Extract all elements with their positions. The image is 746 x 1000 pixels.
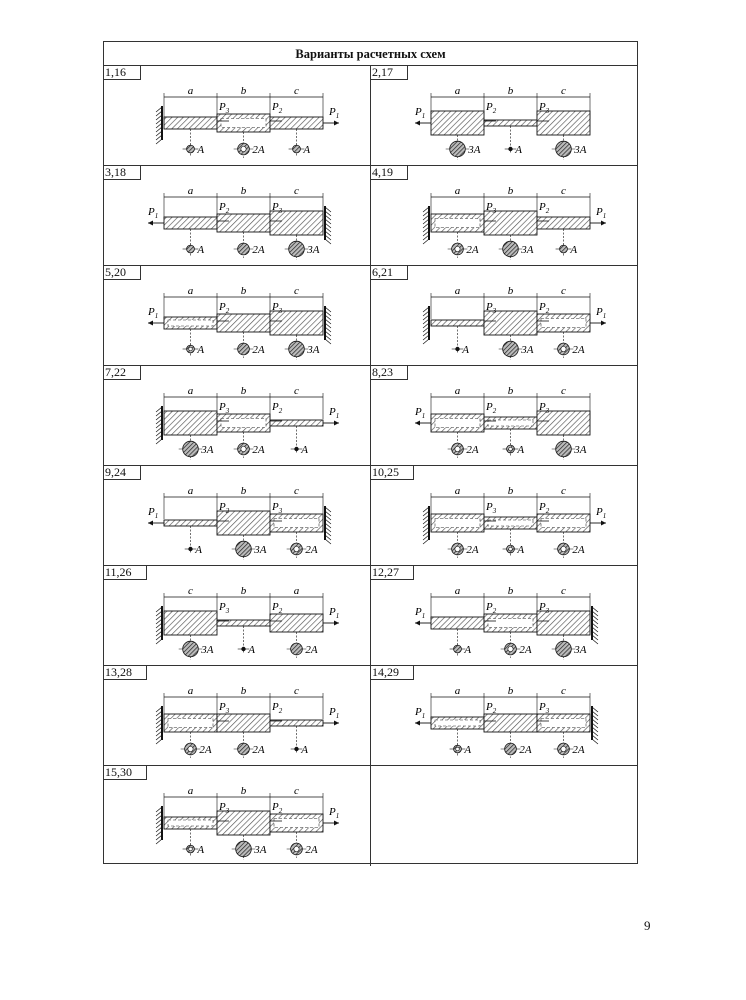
dimension-label-a: a bbox=[454, 185, 461, 197]
variant-cell-7 bbox=[104, 366, 371, 466]
variant-cell-9 bbox=[104, 466, 371, 566]
cross-section-icon bbox=[187, 245, 195, 253]
cross-section-hole bbox=[561, 346, 566, 351]
beam-scheme bbox=[104, 166, 371, 266]
beam-segment bbox=[164, 611, 217, 635]
arrow-head-icon bbox=[415, 621, 420, 626]
beam-scheme bbox=[104, 666, 371, 766]
dimension-label-a: a bbox=[187, 485, 194, 497]
cross-section-hole bbox=[561, 546, 566, 551]
dimension-label-c: c bbox=[294, 385, 299, 397]
wall-hatch bbox=[592, 639, 598, 644]
beam-scheme bbox=[104, 266, 371, 366]
section-area-label: 2A bbox=[466, 444, 479, 456]
dimension-label-c: c bbox=[561, 85, 566, 97]
section-area-label: 2A bbox=[519, 644, 532, 656]
variant-cell-2 bbox=[371, 66, 638, 166]
cross-section-hole bbox=[294, 846, 299, 851]
load-label-P3: $P_3$ bbox=[219, 801, 230, 815]
dimension-label-b: b bbox=[240, 85, 247, 97]
variant-cell-14 bbox=[371, 666, 638, 766]
dimension-label-a: a bbox=[187, 785, 194, 797]
variant-label: 1,16 bbox=[104, 66, 141, 80]
dimension-label-c: c bbox=[294, 485, 299, 497]
beam-scheme bbox=[371, 166, 638, 266]
load-label-P1: $P_1$ bbox=[329, 406, 340, 420]
load-label-P3: $P_3$ bbox=[486, 201, 497, 215]
cross-section-hole bbox=[456, 747, 460, 751]
load-label-P3: $P_3$ bbox=[486, 501, 497, 515]
cross-section-hole bbox=[509, 447, 513, 451]
cross-section-icon bbox=[295, 747, 299, 751]
hollow-core bbox=[435, 720, 480, 726]
beam-segment bbox=[484, 714, 537, 732]
section-area-label: 3A bbox=[574, 144, 587, 156]
wall-hatch bbox=[325, 339, 331, 344]
section-area-label: 3A bbox=[254, 844, 267, 856]
load-label-P1: $P_1$ bbox=[415, 106, 426, 120]
section-area-label: 2A bbox=[519, 744, 532, 756]
section-area-label: 2A bbox=[305, 644, 318, 656]
beam-segment bbox=[164, 411, 217, 435]
variant-label: 6,21 bbox=[371, 266, 408, 280]
section-area-label: 2A bbox=[305, 544, 318, 556]
load-label-P3: $P_3$ bbox=[219, 601, 230, 615]
load-label-P2: $P_2$ bbox=[486, 701, 497, 715]
hollow-core bbox=[541, 719, 586, 728]
arrow-head-icon bbox=[415, 121, 420, 126]
cross-section-hole bbox=[509, 547, 513, 551]
hollow-core bbox=[435, 219, 480, 228]
arrow-head-icon bbox=[601, 321, 606, 326]
dimension-label-b: b bbox=[240, 685, 247, 697]
hollow-core bbox=[168, 820, 213, 826]
section-area-label: A bbox=[570, 244, 578, 256]
variant-label: 8,23 bbox=[371, 366, 408, 380]
cross-section-icon bbox=[295, 447, 299, 451]
section-area-label: 2A bbox=[252, 744, 265, 756]
hollow-core bbox=[168, 320, 213, 326]
beam-segment bbox=[164, 217, 217, 229]
load-label-P2: $P_2$ bbox=[219, 501, 230, 515]
cross-section-hole bbox=[455, 446, 460, 451]
arrow-head-icon bbox=[415, 421, 420, 426]
load-label-P1: $P_1$ bbox=[596, 206, 607, 220]
beam-scheme bbox=[104, 366, 371, 466]
variant-label: 12,27 bbox=[371, 566, 414, 580]
load-label-P3: $P_3$ bbox=[486, 301, 497, 315]
wall-hatch bbox=[156, 439, 162, 444]
load-label-P2: $P_2$ bbox=[272, 701, 283, 715]
dimension-label-c: c bbox=[561, 185, 566, 197]
section-area-label: 2A bbox=[466, 544, 479, 556]
hollow-core bbox=[435, 519, 480, 528]
hollow-core bbox=[541, 319, 586, 328]
load-label-P2: $P_2$ bbox=[539, 501, 550, 515]
dimension-label-b: b bbox=[240, 385, 247, 397]
variant-label: 9,24 bbox=[104, 466, 141, 480]
variant-cell-15 bbox=[104, 766, 371, 866]
cross-section-icon bbox=[289, 341, 305, 357]
dimension-label-a: a bbox=[454, 85, 461, 97]
beam-segment bbox=[217, 214, 270, 232]
load-label-P2: $P_2$ bbox=[272, 601, 283, 615]
cross-section-icon bbox=[183, 641, 199, 657]
load-label-P2: $P_2$ bbox=[539, 301, 550, 315]
variant-cell-13 bbox=[104, 666, 371, 766]
variant-cell-12 bbox=[371, 566, 638, 666]
variants-table bbox=[103, 41, 638, 864]
cross-section-icon bbox=[236, 841, 252, 857]
wall-hatch bbox=[423, 339, 429, 344]
beam-scheme bbox=[371, 366, 638, 466]
section-area-label: 2A bbox=[572, 344, 585, 356]
section-area-label: 3A bbox=[521, 244, 534, 256]
section-area-label: A bbox=[197, 244, 205, 256]
wall-hatch bbox=[592, 739, 598, 744]
beam-scheme bbox=[371, 666, 638, 766]
section-area-label: A bbox=[197, 844, 205, 856]
arrow-head-icon bbox=[334, 121, 339, 126]
cross-section-icon bbox=[556, 641, 572, 657]
section-area-label: 2A bbox=[252, 444, 265, 456]
section-area-label: A bbox=[195, 544, 203, 556]
arrow-head-icon bbox=[601, 221, 606, 226]
section-area-label: A bbox=[464, 744, 472, 756]
section-area-label: A bbox=[464, 644, 472, 656]
arrow-head-icon bbox=[601, 521, 606, 526]
section-area-label: 3A bbox=[521, 344, 534, 356]
dimension-label-c: c bbox=[561, 385, 566, 397]
section-area-label: A bbox=[517, 444, 525, 456]
section-area-label: 2A bbox=[466, 244, 479, 256]
beam-scheme bbox=[104, 66, 371, 166]
beam-scheme bbox=[104, 766, 371, 866]
section-area-label: A bbox=[462, 344, 470, 356]
cross-section-icon bbox=[289, 241, 305, 257]
cross-section-hole bbox=[241, 146, 246, 151]
cross-section-icon bbox=[238, 743, 250, 755]
dimension-label-b: b bbox=[507, 85, 514, 97]
section-area-label: 3A bbox=[574, 644, 587, 656]
load-label-P3: $P_3$ bbox=[272, 501, 283, 515]
load-label-P2: $P_2$ bbox=[272, 101, 283, 115]
beam-scheme bbox=[371, 266, 638, 366]
dimension-label-a: a bbox=[454, 385, 461, 397]
variant-label: 5,20 bbox=[104, 266, 141, 280]
dimension-label-c: c bbox=[188, 585, 193, 597]
hollow-core bbox=[221, 119, 266, 128]
dimension-label-b: b bbox=[507, 685, 514, 697]
variant-label: 14,29 bbox=[371, 666, 414, 680]
variant-label: 11,26 bbox=[104, 566, 147, 580]
cross-section-icon bbox=[450, 141, 466, 157]
load-label-P2: $P_2$ bbox=[486, 101, 497, 115]
dimension-label-c: c bbox=[294, 185, 299, 197]
cross-section-icon bbox=[556, 141, 572, 157]
cross-section-icon bbox=[456, 347, 460, 351]
cross-section-icon bbox=[291, 643, 303, 655]
wall-hatch bbox=[156, 739, 162, 744]
section-area-label: 2A bbox=[252, 144, 265, 156]
dimension-label-c: c bbox=[561, 485, 566, 497]
wall-hatch bbox=[156, 139, 162, 144]
arrow-head-icon bbox=[148, 221, 153, 226]
cross-section-icon bbox=[236, 541, 252, 557]
beam-segment bbox=[217, 714, 270, 732]
section-area-label: 2A bbox=[572, 544, 585, 556]
cross-section-icon bbox=[293, 145, 301, 153]
beam-scheme bbox=[104, 466, 371, 566]
load-label-P1: $P_1$ bbox=[415, 706, 426, 720]
section-area-label: 3A bbox=[307, 244, 320, 256]
cross-section-hole bbox=[189, 847, 193, 851]
load-label-P3: $P_3$ bbox=[272, 201, 283, 215]
load-label-P3: $P_3$ bbox=[539, 601, 550, 615]
beam-segment bbox=[217, 314, 270, 332]
dimension-label-b: b bbox=[240, 185, 247, 197]
section-area-label: A bbox=[248, 644, 256, 656]
section-area-label: A bbox=[301, 744, 309, 756]
load-label-P3: $P_3$ bbox=[219, 101, 230, 115]
dimension-label-c: c bbox=[294, 785, 299, 797]
cross-section-icon bbox=[509, 147, 513, 151]
load-label-P1: $P_1$ bbox=[329, 806, 340, 820]
cross-section-icon bbox=[556, 441, 572, 457]
cross-section-hole bbox=[188, 746, 193, 751]
variant-cell-11 bbox=[104, 566, 371, 666]
load-label-P3: $P_3$ bbox=[219, 401, 230, 415]
cross-section-hole bbox=[508, 646, 513, 651]
beam-segment bbox=[537, 217, 590, 229]
beam-segment bbox=[431, 320, 484, 326]
dimension-label-a: a bbox=[454, 685, 461, 697]
load-label-P1: $P_1$ bbox=[596, 506, 607, 520]
section-area-label: A bbox=[301, 444, 309, 456]
dimension-label-a: a bbox=[454, 285, 461, 297]
cross-section-hole bbox=[455, 546, 460, 551]
cross-section-hole bbox=[241, 446, 246, 451]
dimension-label-c: c bbox=[561, 685, 566, 697]
cross-section-icon bbox=[503, 341, 519, 357]
variant-cell-10 bbox=[371, 466, 638, 566]
wall-hatch bbox=[156, 639, 162, 644]
dimension-label-a: a bbox=[187, 685, 194, 697]
beam-segment bbox=[431, 617, 484, 629]
dimension-label-b: b bbox=[507, 585, 514, 597]
wall-hatch bbox=[325, 239, 331, 244]
hollow-core bbox=[221, 419, 266, 428]
load-label-P2: $P_2$ bbox=[272, 401, 283, 415]
cross-section-icon bbox=[183, 441, 199, 457]
arrow-head-icon bbox=[148, 321, 153, 326]
load-label-P3: $P_3$ bbox=[539, 401, 550, 415]
beam-scheme bbox=[104, 566, 371, 666]
section-area-label: 3A bbox=[468, 144, 481, 156]
dimension-label-c: c bbox=[561, 585, 566, 597]
load-label-P2: $P_2$ bbox=[219, 301, 230, 315]
section-area-label: 3A bbox=[254, 544, 267, 556]
cross-section-icon bbox=[187, 145, 195, 153]
cross-section-icon bbox=[503, 241, 519, 257]
section-area-label: 3A bbox=[574, 444, 587, 456]
hollow-core bbox=[541, 519, 586, 528]
cross-section-icon bbox=[242, 647, 246, 651]
wall-hatch bbox=[325, 539, 331, 544]
variant-label: 2,17 bbox=[371, 66, 408, 80]
hollow-core bbox=[435, 419, 480, 428]
section-area-label: 2A bbox=[252, 244, 265, 256]
dimension-label-b: b bbox=[507, 485, 514, 497]
load-label-P1: $P_1$ bbox=[148, 506, 159, 520]
cross-section-icon bbox=[454, 645, 462, 653]
dimension-label-c: c bbox=[294, 85, 299, 97]
dimension-label-b: b bbox=[240, 485, 247, 497]
variant-cell-4 bbox=[371, 166, 638, 266]
dimension-label-b: b bbox=[240, 285, 247, 297]
hollow-core bbox=[274, 819, 319, 828]
dimension-label-a: a bbox=[187, 185, 194, 197]
load-label-P1: $P_1$ bbox=[415, 406, 426, 420]
section-area-label: A bbox=[197, 144, 205, 156]
load-label-P1: $P_1$ bbox=[329, 106, 340, 120]
section-area-label: 3A bbox=[201, 644, 214, 656]
table-title: Варианты расчетных схем bbox=[104, 42, 637, 66]
hollow-core bbox=[274, 519, 319, 528]
empty-cell bbox=[371, 766, 638, 866]
dimension-label-b: b bbox=[507, 185, 514, 197]
load-label-P3: $P_3$ bbox=[539, 101, 550, 115]
dimension-label-a: a bbox=[454, 585, 461, 597]
section-area-label: 3A bbox=[201, 444, 214, 456]
variant-label: 4,19 bbox=[371, 166, 408, 180]
load-label-P1: $P_1$ bbox=[148, 206, 159, 220]
dimension-label-b: b bbox=[240, 785, 247, 797]
beam-segment bbox=[270, 614, 323, 632]
dimension-label-a: a bbox=[187, 285, 194, 297]
variant-cell-6 bbox=[371, 266, 638, 366]
wall-hatch bbox=[423, 539, 429, 544]
arrow-head-icon bbox=[148, 521, 153, 526]
section-area-label: 3A bbox=[307, 344, 320, 356]
variant-cell-5 bbox=[104, 266, 371, 366]
dimension-label-c: c bbox=[561, 285, 566, 297]
dimension-label-a: a bbox=[187, 85, 194, 97]
dimension-label-b: b bbox=[507, 285, 514, 297]
load-label-P2: $P_2$ bbox=[539, 201, 550, 215]
load-label-P2: $P_2$ bbox=[486, 401, 497, 415]
cross-section-hole bbox=[455, 246, 460, 251]
section-area-label: A bbox=[197, 344, 205, 356]
section-area-label: A bbox=[517, 544, 525, 556]
variant-label: 10,25 bbox=[371, 466, 414, 480]
cross-section-icon bbox=[560, 245, 568, 253]
beam-scheme bbox=[371, 466, 638, 566]
hollow-core bbox=[168, 719, 213, 728]
cross-section-hole bbox=[189, 347, 193, 351]
load-label-P3: $P_3$ bbox=[272, 301, 283, 315]
beam-segment bbox=[270, 117, 323, 129]
arrow-head-icon bbox=[415, 721, 420, 726]
cross-section-icon bbox=[505, 743, 517, 755]
section-area-label: 2A bbox=[305, 844, 318, 856]
arrow-head-icon bbox=[334, 421, 339, 426]
variant-label: 13,28 bbox=[104, 666, 147, 680]
load-label-P3: $P_3$ bbox=[219, 701, 230, 715]
page-number: 9 bbox=[644, 918, 651, 933]
dimension-label-a: a bbox=[454, 485, 461, 497]
cross-section-icon bbox=[189, 547, 193, 551]
dimension-label-c: c bbox=[294, 285, 299, 297]
cross-section-hole bbox=[294, 546, 299, 551]
load-label-P2: $P_2$ bbox=[486, 601, 497, 615]
wall-hatch bbox=[423, 239, 429, 244]
dimension-label-b: b bbox=[507, 385, 514, 397]
arrow-head-icon bbox=[334, 621, 339, 626]
dimension-label-c: c bbox=[294, 685, 299, 697]
beam-scheme bbox=[371, 566, 638, 666]
beam-segment bbox=[431, 111, 484, 135]
dimension-label-b: b bbox=[240, 585, 247, 597]
load-label-P1: $P_1$ bbox=[329, 606, 340, 620]
variant-cell-3 bbox=[104, 166, 371, 266]
section-area-label: 2A bbox=[252, 344, 265, 356]
section-area-label: 2A bbox=[199, 744, 212, 756]
wall-hatch bbox=[156, 839, 162, 844]
section-area-label: 2A bbox=[572, 744, 585, 756]
variant-label: 15,30 bbox=[104, 766, 147, 780]
cross-section-icon bbox=[238, 343, 250, 355]
load-label-P1: $P_1$ bbox=[415, 606, 426, 620]
hollow-core bbox=[488, 619, 533, 628]
beam-segment bbox=[164, 117, 217, 129]
load-label-P2: $P_2$ bbox=[272, 801, 283, 815]
dimension-label-a: a bbox=[187, 385, 194, 397]
dimension-label-a: a bbox=[293, 585, 300, 597]
variant-label: 7,22 bbox=[104, 366, 141, 380]
cross-section-hole bbox=[561, 746, 566, 751]
variant-cell-1 bbox=[104, 66, 371, 166]
beam-scheme bbox=[371, 66, 638, 166]
load-label-P1: $P_1$ bbox=[329, 706, 340, 720]
beam-segment bbox=[164, 520, 217, 526]
load-label-P1: $P_1$ bbox=[148, 306, 159, 320]
arrow-head-icon bbox=[334, 721, 339, 726]
load-label-P3: $P_3$ bbox=[539, 701, 550, 715]
load-label-P1: $P_1$ bbox=[596, 306, 607, 320]
arrow-head-icon bbox=[334, 821, 339, 826]
section-area-label: A bbox=[515, 144, 523, 156]
variant-label: 3,18 bbox=[104, 166, 141, 180]
variant-cell-8 bbox=[371, 366, 638, 466]
cross-section-icon bbox=[238, 243, 250, 255]
load-label-P2: $P_2$ bbox=[219, 201, 230, 215]
section-area-label: A bbox=[303, 144, 311, 156]
